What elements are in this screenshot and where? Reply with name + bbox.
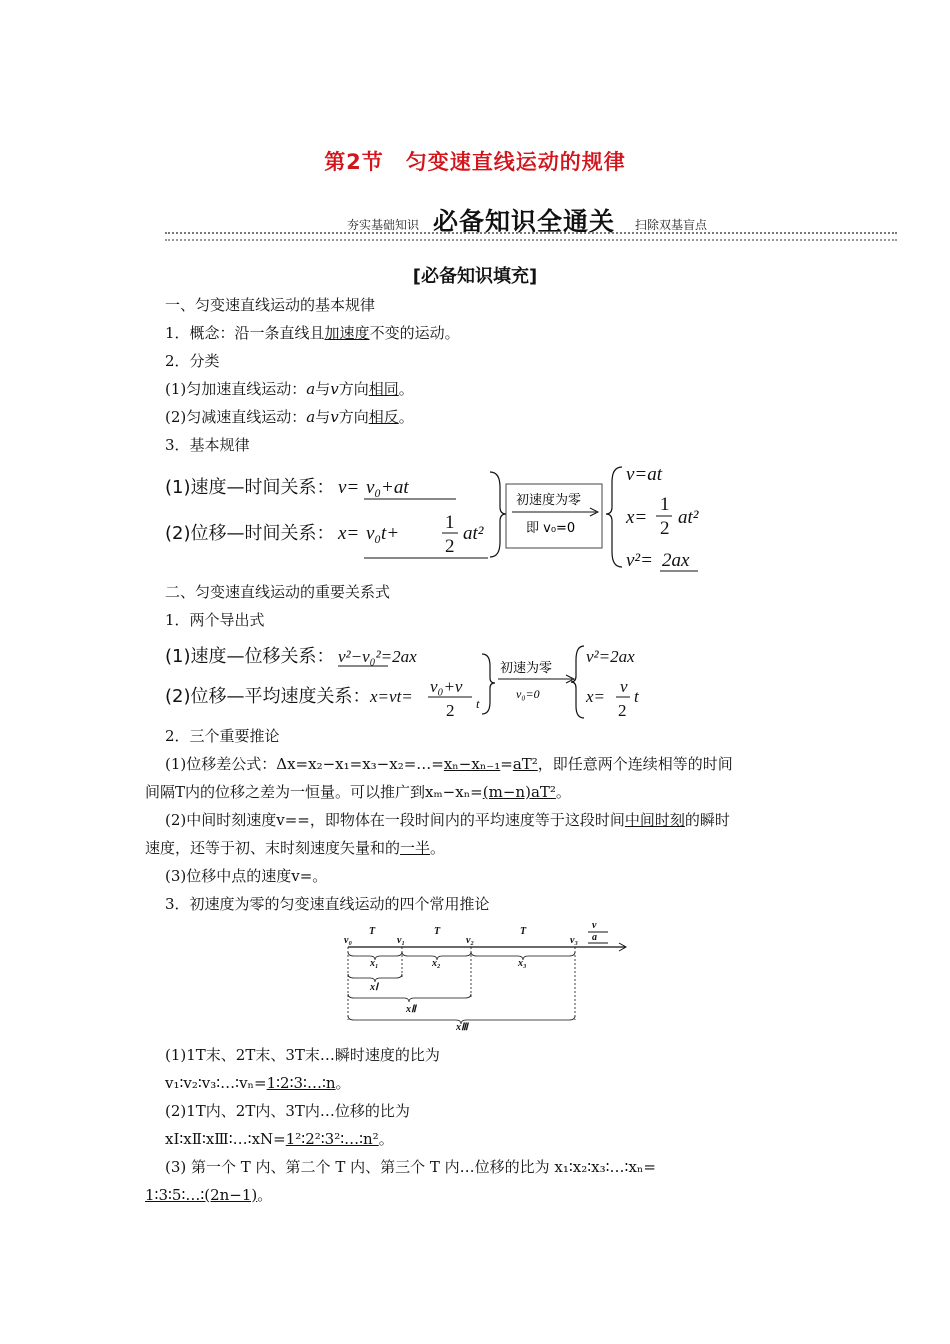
section2-heading: 二、匀变速直线运动的重要关系式: [165, 583, 391, 601]
f2-l2-eq: x=vt=: [370, 687, 413, 706]
mid-position-line: (3)位移中点的速度v=。: [165, 867, 328, 885]
diagram-xII: xⅡ: [406, 1004, 416, 1015]
f1-half-num: 1: [445, 512, 455, 533]
velocity-ratio-answer: 1∶2∶3∶…∶n: [266, 1074, 336, 1092]
diagram-v1: v₁: [397, 935, 405, 946]
f2-l2-t: t: [476, 696, 480, 711]
mid-time-pre: (2)中间时刻速度v==，即物体在一段时间内的平均速度等于这段时间: [165, 811, 625, 829]
f1-r2-num: 1: [660, 494, 670, 515]
mid-time-l2-end: 。: [430, 839, 446, 857]
f1-l2-label: (2)位移—时间关系：: [165, 523, 335, 544]
f2-brace-right: [482, 654, 495, 714]
interval-ratio-q: (3) 第一个 T 内、第二个 T 内、第三个 T 内…位移的比为 x₁∶x₂∶x₃∶…∶xₙ=: [165, 1158, 656, 1176]
f1-l2-eq: x=: [338, 523, 360, 544]
f1-r3: v²=: [626, 550, 653, 571]
interval-ratio-answer: 1∶3∶5∶…∶(2n−1): [145, 1186, 258, 1204]
f1-l2-tail: at²: [463, 523, 484, 544]
diagram-x1: x₁: [370, 958, 379, 969]
concept-line: [165, 323, 460, 343]
f2-cond2: v₀=0: [516, 687, 540, 701]
concept-pre: 1．概念：沿一条直线且: [165, 324, 325, 342]
f1-l1-ans: v₀+at: [366, 477, 409, 498]
diff-formula-line2: [145, 782, 571, 802]
diff-eq: =: [500, 755, 513, 773]
basic-laws-formula: [160, 462, 720, 577]
inferences-heading: 2．三个重要推论: [165, 727, 280, 745]
decel-mid: 与: [315, 408, 331, 426]
accel-pre: (1)匀加速直线运动：: [165, 380, 307, 398]
accel-answer: 相同: [368, 380, 399, 398]
mid-time-line1: [165, 810, 730, 830]
f1-r1: v=at: [626, 464, 663, 485]
displacement-ratio-answer: 1²∶2²∶3²∶…∶n²: [285, 1130, 379, 1148]
mid-time-post: 的瞬时: [684, 811, 730, 829]
f1-r3-ans: 2ax: [662, 550, 690, 571]
f1-l1-eq: v=: [338, 477, 360, 498]
f1-half-den: 2: [445, 536, 455, 557]
diagram-x2: x₂: [432, 958, 441, 969]
decel-dir: 方向: [338, 408, 369, 426]
derived-heading: 1．两个导出式: [165, 611, 265, 629]
concept-answer: 加速度: [324, 324, 370, 342]
diagram-brace-xII: [348, 994, 471, 1002]
f2-l2-num: v₀+v: [430, 677, 463, 696]
mid-time-l2-answer: 一半: [400, 839, 431, 857]
interval-ratio-end: 。: [257, 1186, 273, 1204]
diff-answer1: xₙ−xₙ₋₁: [443, 755, 501, 773]
velocity-ratio-end: 。: [335, 1074, 351, 1092]
accel-dir: 方向: [338, 380, 369, 398]
accel-end: 。: [398, 380, 414, 398]
f1-r2-end: at²: [678, 507, 699, 528]
f1-r2-den: 2: [660, 518, 670, 539]
diagram-brace-x3: [471, 952, 575, 960]
decel-a: a: [306, 408, 316, 426]
f2-r2-t: t: [634, 687, 639, 706]
diagram-v3: v₃: [570, 935, 578, 946]
accel-line: [165, 379, 414, 399]
decel-pre: (2)匀减速直线运动：: [165, 408, 307, 426]
accel-v: v: [330, 380, 339, 398]
f2-l2-den: 2: [446, 701, 455, 720]
velocity-ratio-pre: v₁∶v₂∶v₃∶…∶vₙ=: [165, 1074, 267, 1092]
diagram-T1: T: [369, 926, 376, 937]
diff-formula-line1: [165, 754, 733, 774]
page-title: 第2节 匀变速直线运动的规律: [324, 150, 626, 174]
diagram-v2: v₂: [466, 935, 474, 946]
f2-l1-eq: v²−v₀²=2ax: [338, 647, 417, 666]
f2-l2-label: (2)位移—平均速度关系：: [165, 686, 371, 707]
accel-a: a: [306, 380, 316, 398]
decel-line: [165, 407, 414, 427]
diff-l2-answer1: (m−n): [482, 783, 531, 801]
f2-cond1: 初速为零: [500, 661, 553, 676]
diff-l2-answer2: aT²: [530, 783, 556, 801]
displacement-ratio-q: (2)1T内、2T内、3T内…位移的比为: [165, 1102, 410, 1120]
diagram-xI: xⅠ: [370, 982, 378, 993]
diagram-x3: x₃: [518, 958, 527, 969]
diagram-brace-xIII: [348, 1016, 575, 1024]
diagram-v0: v₀: [344, 935, 352, 946]
f2-r1: v²=2ax: [586, 647, 635, 666]
f2-r2-num: v: [620, 677, 628, 696]
mid-time-answer: 中间时刻: [624, 811, 685, 829]
diagram-brace-xI: [348, 974, 402, 982]
diff-answer2: aT²: [512, 755, 538, 773]
displacement-ratio-pre: xⅠ∶xⅡ∶xⅢ∶…∶xN=: [165, 1130, 286, 1148]
four-inferences-heading: 3．初速度为零的匀变速直线运动的四个常用推论: [165, 895, 490, 913]
velocity-ratio-ans: [165, 1073, 351, 1093]
diagram-xIII: xⅢ: [456, 1022, 468, 1033]
f1-cond1: 初速度为零: [516, 493, 582, 508]
motion-diagram: [340, 920, 640, 1035]
velocity-ratio-q: (1)1T末、2T末、3T末…瞬时速度的比为: [165, 1046, 440, 1064]
diagram-T2: T: [434, 926, 441, 937]
diff-pre: (1)位移差公式：Δx=x₂−x₁=x₃−x₂=…=: [165, 755, 444, 773]
mid-time-line2: [145, 838, 445, 858]
f1-cond2: 即 v₀=0: [526, 521, 576, 536]
banner-right: 扫除双基盲点: [635, 218, 708, 232]
interval-ratio-ans: [145, 1185, 272, 1205]
subheading: [必备知识填充]: [412, 266, 538, 287]
banner-rule: [165, 232, 897, 241]
f2-brace-left: [571, 646, 584, 718]
f1-brace-right: [490, 472, 506, 557]
diagram-brace-x2: [402, 952, 471, 960]
diagram-T3: T: [520, 926, 527, 937]
mid-time-l2-pre: 速度，还等于初、末时刻速度矢量和的: [145, 839, 401, 857]
diagram-brace-x1: [348, 952, 402, 960]
banner-left: 夯实基础知识: [347, 218, 420, 232]
f2-l1-label: (1)速度—位移关系：: [165, 646, 335, 667]
f1-brace-left: [606, 467, 622, 567]
diff-l2-pre: 间隔T内的位移之差为一恒量。可以推广到xₘ−xₙ=: [145, 783, 483, 801]
section1-heading: 一、匀变速直线运动的基本规律: [165, 296, 376, 314]
banner-center: 必备知识全通关: [433, 207, 616, 236]
f1-l1-label: (1)速度—时间关系：: [165, 477, 335, 498]
decel-end: 。: [398, 408, 414, 426]
classification-heading: 2．分类: [165, 352, 220, 370]
derived-formula: [160, 636, 660, 720]
displacement-ratio-end: 。: [378, 1130, 394, 1148]
decel-answer: 相反: [368, 408, 399, 426]
basic-laws-heading: 3．基本规律: [165, 436, 250, 454]
decel-v: v: [330, 408, 339, 426]
f1-r2: x=: [626, 507, 648, 528]
accel-mid: 与: [315, 380, 331, 398]
concept-post: 不变的运动。: [369, 324, 460, 342]
diff-l2-end: 。: [555, 783, 571, 801]
section-banner: [165, 200, 897, 240]
displacement-ratio-ans: [165, 1129, 394, 1149]
f1-l2-ans: v₀t+: [366, 523, 400, 544]
f2-r2-den: 2: [618, 701, 627, 720]
diagram-a-label: a: [592, 932, 597, 943]
f2-r2: x=: [586, 687, 606, 706]
diagram-v-label: v: [592, 920, 597, 931]
diff-post: ，即任意两个连续相等的时间: [537, 755, 733, 773]
